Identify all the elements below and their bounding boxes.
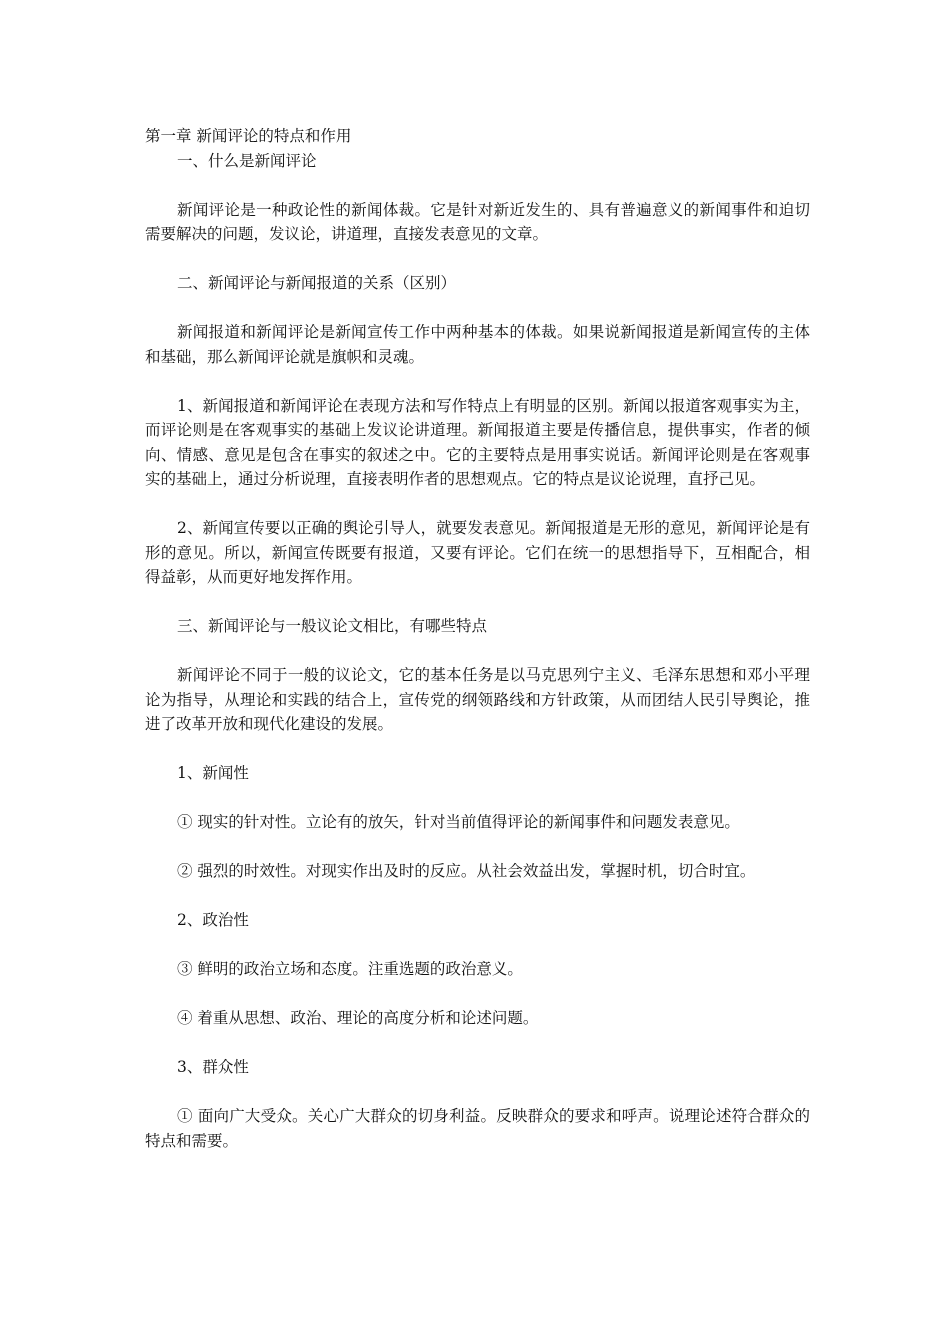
section-heading-what-is-news-commentary: 一、什么是新闻评论 xyxy=(177,151,317,170)
paragraph-definition: 新闻评论是一种政论性的新闻体裁。它是针对新近发生的、具有普遍意义的新闻事件和迫切需要解决的问题，发议论，讲道理，直接发表意见的文章。 xyxy=(145,200,810,243)
paragraph-two-genres: 新闻报道和新闻评论是新闻宣传工作中两种基本的体裁。如果说新闻报道是新闻宣传的主体和基础，那么新闻评论就是旗帜和灵魂。 xyxy=(145,323,810,366)
section-heading-features: 三、新闻评论与一般议论文相比，有哪些特点 xyxy=(177,617,488,635)
feature-point: ③ 鲜明的政治立场和态度。注重选题的政治意义。 xyxy=(177,960,523,978)
feature-heading-newsworthiness: 1、新闻性 xyxy=(177,764,249,782)
feature-heading-mass: 3、群众性 xyxy=(177,1058,249,1076)
feature-heading-political: 2、政治性 xyxy=(177,911,249,929)
document-page xyxy=(145,124,810,1153)
section-heading-relationship: 二、新闻评论与新闻报道的关系（区别） xyxy=(177,274,457,292)
paragraph-difference-1: 1、新闻报道和新闻评论在表现方法和写作特点上有明显的区别。新闻以报道客观事实为主，而评论则是在客观事实的基础上发议论讲道理。新闻报道主要是传播信息，提供事实，作者的倾向、情感、意见是包含在事实的叙述之中。它的主要特点是用事实说话。新闻评论则是在客观事实的基础上，通过分析说理，直接表明作者的思想观点。它的特点是议论说理，直抒己见。 xyxy=(145,396,810,488)
feature-point: ② 强烈的时效性。对现实作出及时的反应。从社会效益出发，掌握时机，切合时宜。 xyxy=(177,862,756,880)
paragraph-difference-2: 2、新闻宣传要以正确的舆论引导人，就要发表意见。新闻报道是无形的意见，新闻评论是有形的意见。所以，新闻宣传既要有报道，又要有评论。它们在统一的思想指导下，互相配合，相得益彰，从而更好地发挥作用。 xyxy=(145,519,810,586)
chapter-title: 第一章 新闻评论的特点和作用 xyxy=(145,127,352,145)
paragraph-basic-task: 新闻评论不同于一般的议论文，它的基本任务是以马克思列宁主义、毛泽东思想和邓小平理论为指导，从理论和实践的结合上，宣传党的纲领路线和方针政策，从而团结人民引导舆论，推进了改革开放和现代化建设的发展。 xyxy=(145,666,810,733)
feature-point: ① 现实的针对性。立论有的放矢，针对当前值得评论的新闻事件和问题发表意见。 xyxy=(177,813,740,831)
feature-point: ① 面向广大受众。关心广大群众的切身利益。反映群众的要求和呼声。说理论述符合群众的特点和需要。 xyxy=(145,1107,810,1150)
feature-point: ④ 着重从思想、政治、理论的高度分析和论述问题。 xyxy=(177,1009,539,1027)
